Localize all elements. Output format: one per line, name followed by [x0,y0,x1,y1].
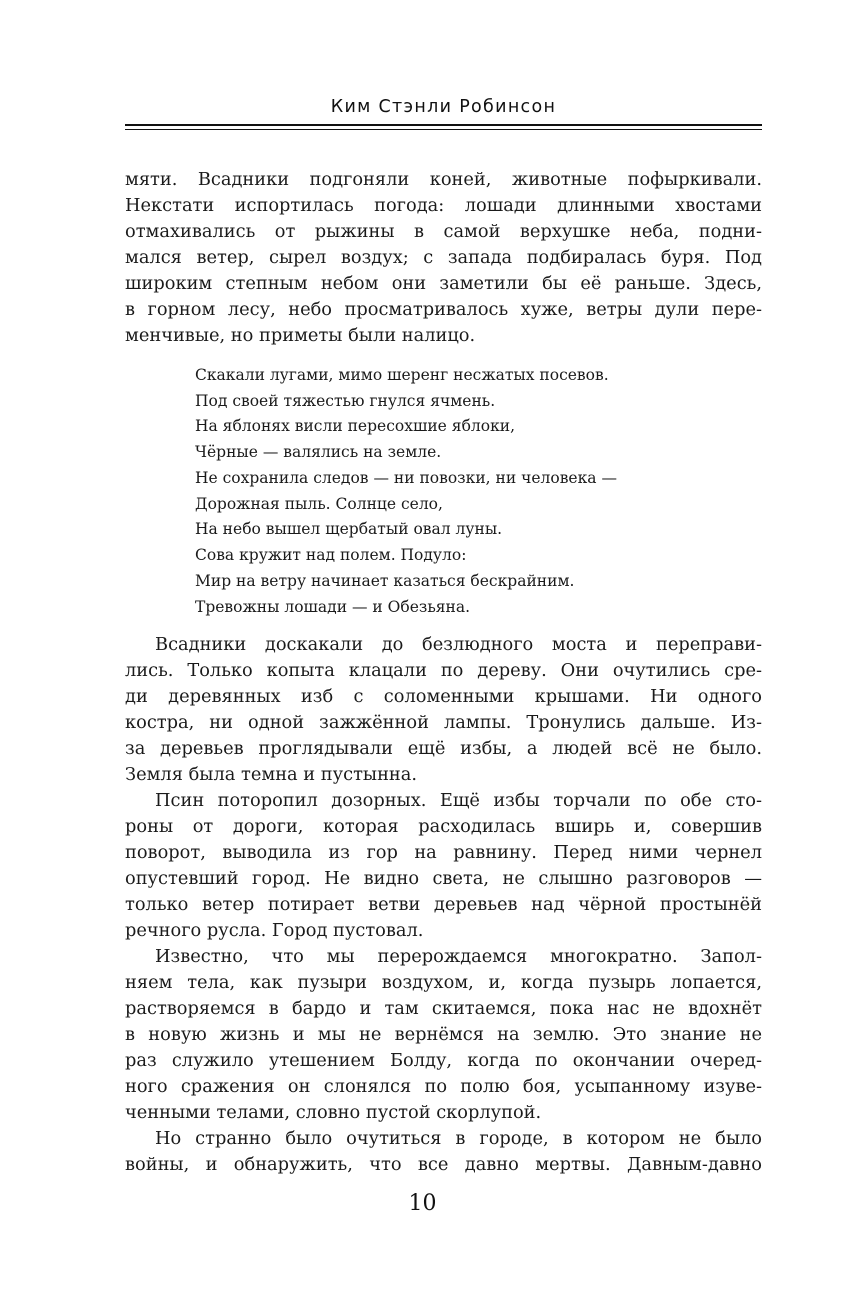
poem-line: Скакали лугами, мимо шеренг несжатых посевов. [195,366,609,384]
text-line: костра, ни одной зажжённой лампы. Тронулись дальше. Из- [125,712,762,733]
text-line: няем тела, как пузыри воздухом, и, когда пузырь лопается, [125,972,762,993]
header-rule-thick [125,124,762,126]
poem-line: Тревожны лошади — и Обезьяна. [195,598,471,616]
poem-line: Мир на ветру начинает казаться бескрайним. [195,572,575,590]
poem-line: Под своей тяжестью гнулся ячмень. [195,392,496,410]
text-line: отмахивались от рыжины в самой верхушке неба, подни- [125,221,762,242]
text-line: войны, и обнаружить, что все давно мертвы. Давным-давно [125,1154,762,1175]
text-line: ди деревянных изб с соломенными крышами. Ни одного [125,686,762,707]
poem-line: На небо вышел щербатый овал луны. [195,520,503,538]
text-line: Известно, что мы перерождаемся многократно. Запол- [155,946,762,967]
text-line: мался ветер, сырел воздух; с запада подбиралась буря. Под [125,247,762,268]
poem-line: Сова кружит над полем. Подуло: [195,546,467,564]
page-number: 10 [408,1191,437,1216]
text-line: Всадники доскакали до безлюдного моста и переправи- [155,634,762,655]
poem-line: Не сохранила следов — ни повозки, ни человека — [195,469,617,487]
poem-line: Дорожная пыль. Солнце село, [195,495,443,513]
text-line: широким степным небом они заметили бы её раньше. Здесь, [125,273,762,294]
text-line: речного русла. Город пустовал. [125,920,424,941]
text-line: Но странно было очутиться в городе, в котором не было [155,1128,762,1149]
text-line: ного сражения он слонялся по полю боя, усыпанному изуве- [125,1076,762,1097]
text-line: ченными телами, словно пустой скорлупой. [125,1102,542,1123]
text-line: роны от дороги, которая расходилась вширь и, совершив [125,816,762,837]
text-line: опустевший город. Не видно света, не слышно разговоров — [125,868,762,889]
text-line: поворот, выводила из гор на равнину. Перед ними чернел [125,842,762,863]
running-title: Ким Стэнли Робинсон [330,97,557,117]
poem-line: На яблонях висли пересохшие яблоки, [195,417,516,435]
text-line: в горном лесу, небо просматривалось хуже, ветры дули пере- [125,299,762,320]
text-line: Земля была темна и пустынна. [125,764,418,785]
text-line: лись. Только копыта клацали по дереву. Они очутились сре- [125,660,762,681]
text-line: только ветер потирает ветви деревьев над чёрной простынёй [125,894,762,915]
header-rule-thin [125,129,762,130]
text-line: за деревьев проглядывали ещё избы, а людей всё не было. [125,738,762,759]
text-line: Псин поторопил дозорных. Ещё избы торчали по обе сто- [155,790,762,811]
poem-line: Чёрные — валялись на земле. [195,443,442,461]
text-line: Некстати испортилась погода: лошади длинными хвостами [125,195,762,216]
text-line: мяти. Всадники подгоняли коней, животные пофыркивали. [125,169,762,190]
text-line: менчивые, но приметы были налицо. [125,325,476,346]
text-line: раз служило утешением Болду, когда по окончании очеред- [125,1050,762,1071]
text-line: растворяемся в бардо и там скитаемся, пока нас не вдохнёт [125,998,762,1019]
text-line: в новую жизнь и мы не вернёмся на землю. Это знание не [125,1024,762,1045]
